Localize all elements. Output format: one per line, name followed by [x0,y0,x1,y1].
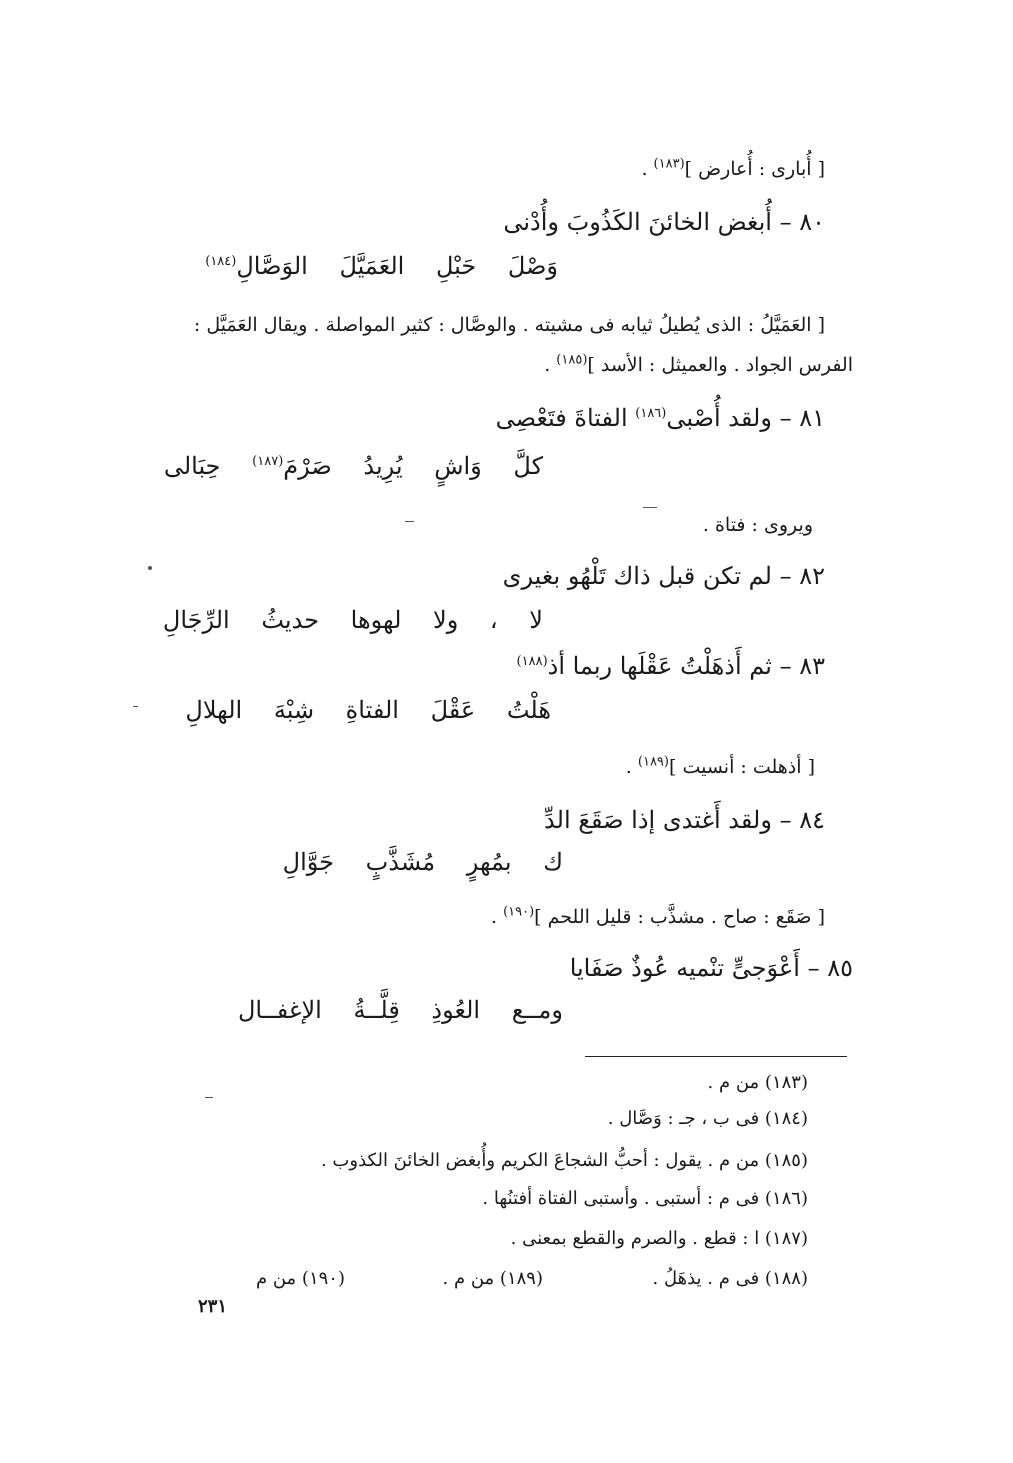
gloss-text: [ صَقَع : صاح . مشذَّب : قليل اللحم ] [534,906,825,928]
footnote-ref: (١٨٨) [516,654,548,669]
hemistich-text: لم تكن قبل ذاك تَلْهُو بغيرى [502,562,772,590]
verse-85-second-hemistich [238,996,563,1024]
hemistich-text: ولقد أُصْبى [666,404,772,432]
verse-84-first-hemistich [544,806,825,834]
verse-80-first-hemistich [503,208,825,236]
gloss-note-183 [641,158,825,180]
hemistich-text: الفتاةَ فتَعْصِى [495,404,636,432]
gloss-note-185-line-2 [544,354,853,376]
footnote-text: (١٨٤) فى ب ، جـ : وَصَّال . [607,1108,808,1129]
gloss-end: . [625,756,638,778]
variant-text: ويروى : فتاة . [702,514,813,536]
footnote-186 [482,1188,808,1209]
hemistich-text: ولقد أَغتدى إذا صَقَعَ الدِّ [544,806,772,834]
hemistich-text: لا ، ولا لهوها حديثُ الرِّجَالِ [162,606,543,634]
scan-speck [133,706,138,707]
footnote-text: (١٨٦) فى م : أستبى . وأستبى الفتاة أفتنُها . [482,1188,808,1209]
gloss-end: . [490,906,504,928]
verse-82-second-hemistich [163,606,543,634]
verse-number: ٨٢ – [779,562,825,590]
hemistich-text: أُبغض الخائنَ الكَذُوبَ وأُدْنى [503,208,772,236]
footnote-187 [511,1228,808,1249]
verse-number: ٨٠ – [779,208,825,236]
gloss-end: . [544,354,557,376]
footnote-190 [256,1268,345,1289]
gloss-end: . [641,158,654,180]
verse-81-first-hemistich [496,404,825,432]
footnote-ref: (١٨٣) [653,156,685,172]
gloss-text: [ أُبارى : أُعارض ] [684,158,825,180]
gloss-note-190 [491,906,825,928]
verse-number: ٨١ – [779,404,825,432]
verse-83-first-hemistich [517,652,825,680]
scan-speck [643,507,657,508]
verse-81-second-hemistich [164,452,543,480]
hemistich-text: كلَّ وَاشٍ يُرِيدُ صَرْمَ [283,452,543,480]
footnote-text: (١٨٣) من م . [707,1072,808,1093]
gloss-note-185-line-1 [194,314,825,336]
footnote-183 [708,1072,808,1093]
footnote-text: (١٩٠) من م [255,1268,345,1289]
hemistich-text: هَلْتُ عَقْلَ الفتاةِ شِبْهَ الهلالِ [185,696,551,724]
footnote-separator [585,1056,847,1057]
hemistich-text: وَصْلَ حَبْلِ العَمَيَّلَ الوَصَّالِ [236,252,558,280]
hemistich-text: ومــع العُوذِ قِلَّــةُ الإغفــال [237,996,563,1024]
variant-note [703,514,813,536]
hemistich-text: ثم أَذهَلْتُ عَقْلَها ربما أذ [547,652,772,680]
gloss-text: الفرس الجواد . والعميثل : الأسد ] [587,354,853,376]
page-number [198,1296,227,1317]
gloss-note-189 [626,756,815,778]
footnote-ref: (١٨٧) [252,454,284,469]
gloss-text: [ أذهلت : أنسيت ] [669,756,815,778]
hemistich-text: حِبَالى [163,452,253,480]
scan-speck [405,521,414,522]
verse-84-second-hemistich [283,848,563,876]
hemistich-text: ك بمُهرٍ مُشَذَّبٍ جَوَّالِ [282,848,563,876]
scan-speck [205,1097,213,1098]
footnote-ref: (١٨٦) [635,406,667,421]
verse-80-second-hemistich [205,252,558,280]
gloss-text: [ العَمَيَّلُ : الذى يُطيلُ ثيابه فى مشيته . والوصَّال : كثير المواصلة . ويقال العَمَيَّل : [193,314,825,336]
footnote-188 [653,1268,808,1289]
verse-83-second-hemistich [185,696,551,724]
hemistich-text: أَعْوَجىٍّ تنْميه عُوذٌ صَفَايا [569,954,800,982]
footnote-text: (١٨٧) ا : قطع . والصرم والقطع بمعنى . [510,1228,808,1249]
footnote-ref: (١٨٤) [205,254,237,269]
verse-82-first-hemistich [503,562,825,590]
footnote-184 [608,1108,808,1129]
footnote-text: (١٨٥) من م . يقول : أحبُّ الشجاعَ الكريم وأُبغض الخائنَ الكذوب . [320,1150,808,1171]
footnote-ref: (١٨٥) [556,352,588,368]
verse-number: ٨٣ – [779,652,825,680]
verse-number: ٨٥ – [807,954,853,982]
footnote-ref: (١٨٩) [637,754,669,770]
footnote-text: (١٨٩) من م . [442,1268,543,1289]
page-number-text: ٢٣١ [198,1296,228,1317]
footnote-text: (١٨٨) فى م . يذهَلُ . [652,1268,808,1289]
verse-number: ٨٤ – [779,806,825,834]
footnote-185 [321,1150,808,1171]
footnote-ref: (١٩٠) [503,904,535,920]
footnote-189 [443,1268,543,1289]
verse-85-first-hemistich [570,954,853,982]
scan-speck [148,566,152,570]
